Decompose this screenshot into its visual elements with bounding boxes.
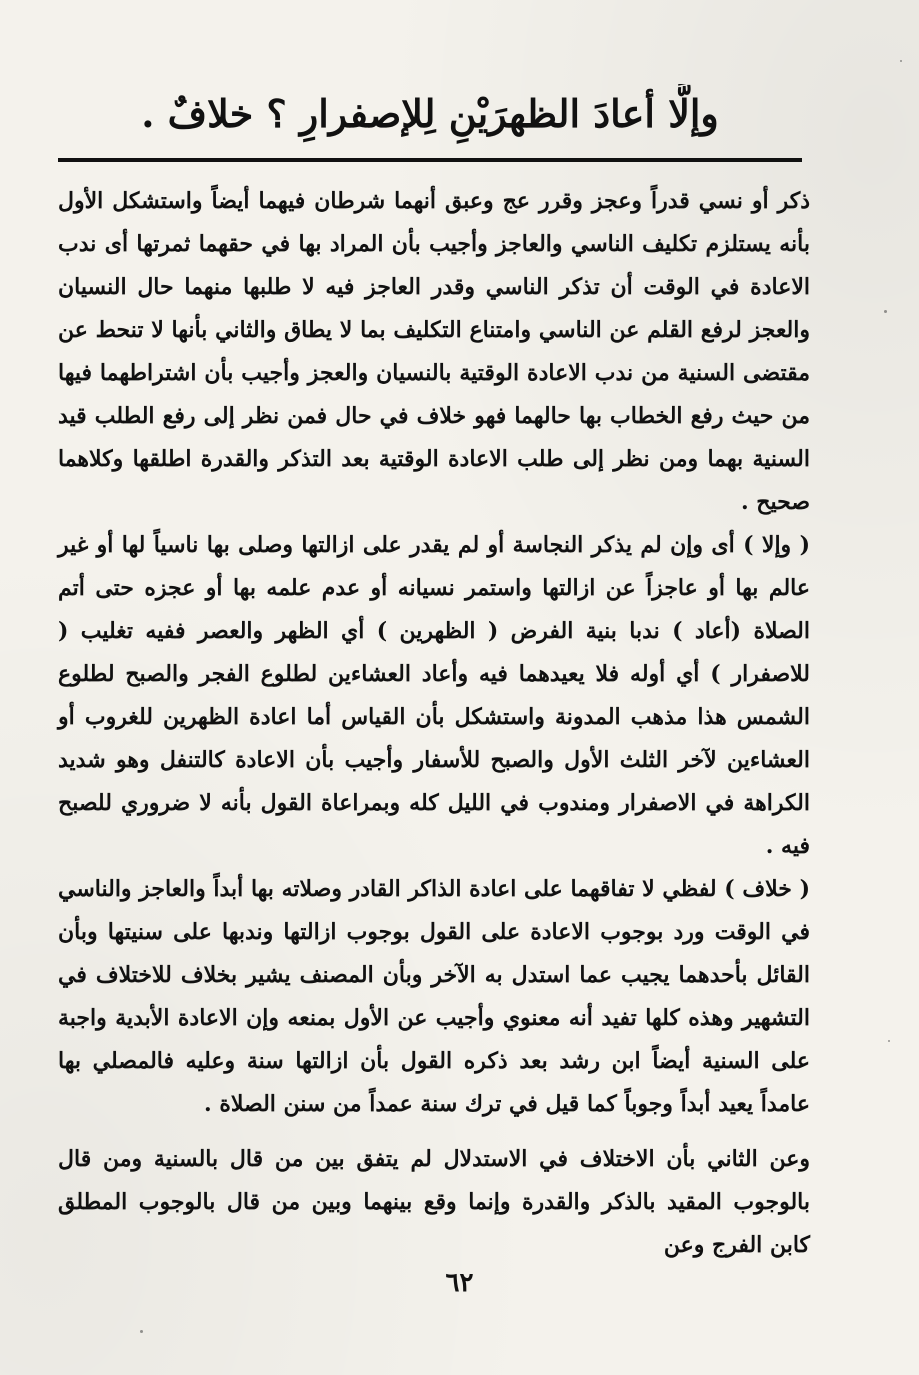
body-text — [58, 180, 810, 1267]
heading-divider — [58, 158, 802, 162]
page-number: ٦٢ — [445, 1268, 474, 1298]
page-heading: وإلَّا أعادَ الظهرَيْنِ لِلإصفرارِ ؟ خلافٌ . — [141, 91, 719, 136]
paragraph-4: وعن الثاني بأن الاختلاف في الاستدلال لم يتفق بين من قال بالسنية ومن قال بالوجوب المقيد بالذكر والقدرة وإنما وقع بينهما وبين من قال بالوجوب المطلق كابن الفرج وعن — [58, 1146, 810, 1258]
paragraph-1: ذكر أو نسي قدراً وعجز وقرر عج وعبق أنهما شرطان فيهما أيضاً واستشكل الأول بأنه يستلزم تكليف الناسي والعاجز وأجيب بأن المراد بها في حقهما ثمرتها أى ندب الاعادة في الوقت أن تذكر الناسي وقدر العاجز فيه لا طلبها منهما حال النسيان والعجز لرفع القلم عن الناسي وامتناع التكليف بما لا يطاق والثاني بأنها لا تنحط عن مقتضى السنية من ندب الاعادة الوقتية بالنسيان والعجز وأجيب بأن اشتراطهما فيها من حيث رفع الخطاب بها حالهما فهو خلاف في حال فمن نظر إلى رفع الطلب قيد السنية بهما ومن نظر إلى طلب الاعادة الوقتية بعد التذكر والقدرة اطلقها وكلاهما صحيح . — [58, 188, 810, 515]
paragraph-3: ( خلاف ) لفظي لا تفاقهما على اعادة الذاكر القادر وصلاته بها أبداً والعاجز والناسي في الوقت ورد بوجوب الاعادة على القول بوجوب ازالتها وندبها على سنيتها وبأن القائل بأحدهما يجيب عما استدل به الآخر وبأن المصنف يشير بخلاف للاختلاف في التشهير وهذه كلها تفيد أنه معنوي وأجيب عن الأول بمنعه وإن الاعادة الأبدية واجبة على السنية أيضاً ابن رشد بعد ذكره القول بأن ازالتها سنة وعليه فالمصلي بها عامداً يعيد أبداً وجوباً كما قيل في ترك سنة عمداً من سنن الصلاة . — [58, 876, 810, 1117]
scan-speck — [884, 310, 887, 313]
scan-speck — [140, 1330, 143, 1333]
scan-speck — [888, 1040, 890, 1042]
paragraph-2: ( وإلا ) أى وإن لم يذكر النجاسة أو لم يقدر على ازالتها وصلى بها ناسياً لها أو غير عالم بها أو عاجزاً عن ازالتها واستمر نسيانه أو عدم علمه بها أو عجزه حتى أتم الصلاة (أعاد ) ندبا بنية الفرض ( الظهرين ) أي الظهر والعصر ففيه تغليب ( للاصفرار ) أي أوله فلا يعيدهما فيه وأعاد العشاءين لطلوع الفجر والصبح لطلوع الشمس هذا مذهب المدونة واستشكل بأن القياس أما اعادة الظهرين للغروب أو العشاءين لآخر الثلث الأول والصبح للأسفار وأجيب بأن الاعادة كالتنفل وهو شديد الكراهة في الاصفرار ومندوب في الليل كله وبمراعاة القول بأنه لا ضروري للصبح فيه . — [58, 532, 810, 859]
scan-speck — [900, 60, 902, 62]
